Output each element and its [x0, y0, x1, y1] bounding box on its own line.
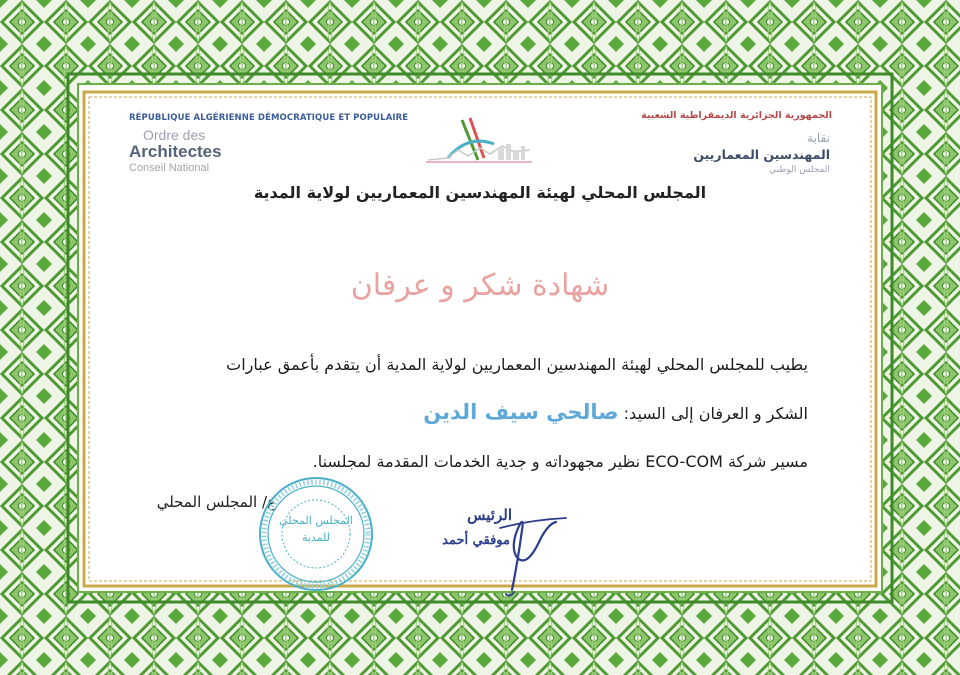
seal-text: المجلس المحلي للمدية	[279, 514, 353, 544]
signature	[470, 500, 590, 600]
syndicate-council: المجلس الوطني	[769, 165, 830, 175]
on-behalf-label: ع/ المجلس المحلي	[156, 493, 276, 511]
body-line-1: يطيب للمجلس المحلي لهيئة المهندسين المعماريين لولاية المدية أن يتقدم بأعمق عبارات	[226, 355, 808, 374]
french-republic-heading: RÉPUBLIQUE ALGÉRIENNE DÉMOCRATIQUE ET POPULAIRE	[129, 113, 409, 123]
body-line-2-prefix: الشكر و العرفان إلى السيد:	[623, 404, 808, 423]
architectes-label: Architectes	[129, 142, 222, 161]
syndicate-label: نقابة	[807, 131, 830, 145]
syndicate-name: المهندسين المعماريين	[693, 147, 830, 162]
council-title: المجلس المحلي لهيئة المهندسين المعماريين لولاية المدية	[253, 183, 707, 202]
certificate-title: شهادة شكر و عرفان	[350, 268, 610, 303]
signatory-name: موفقي أحمد	[442, 533, 510, 548]
signatory-title: الرئيس	[467, 506, 512, 524]
ordre-des-label: Ordre des	[143, 127, 206, 143]
conseil-national-label: Conseil National	[129, 162, 210, 174]
arabic-republic-heading: الجمهورية الجزائرية الديمقراطية الشعبية	[641, 110, 832, 121]
body-line-3: مسير شركة ECO-COM نظير مجهوداته و جدية الخدمات المقدمة لمجلسنا.	[312, 452, 808, 471]
recipient-name: صالحي سيف الدين	[423, 400, 619, 424]
body-line-2	[128, 400, 808, 424]
architects-logo	[418, 114, 536, 166]
